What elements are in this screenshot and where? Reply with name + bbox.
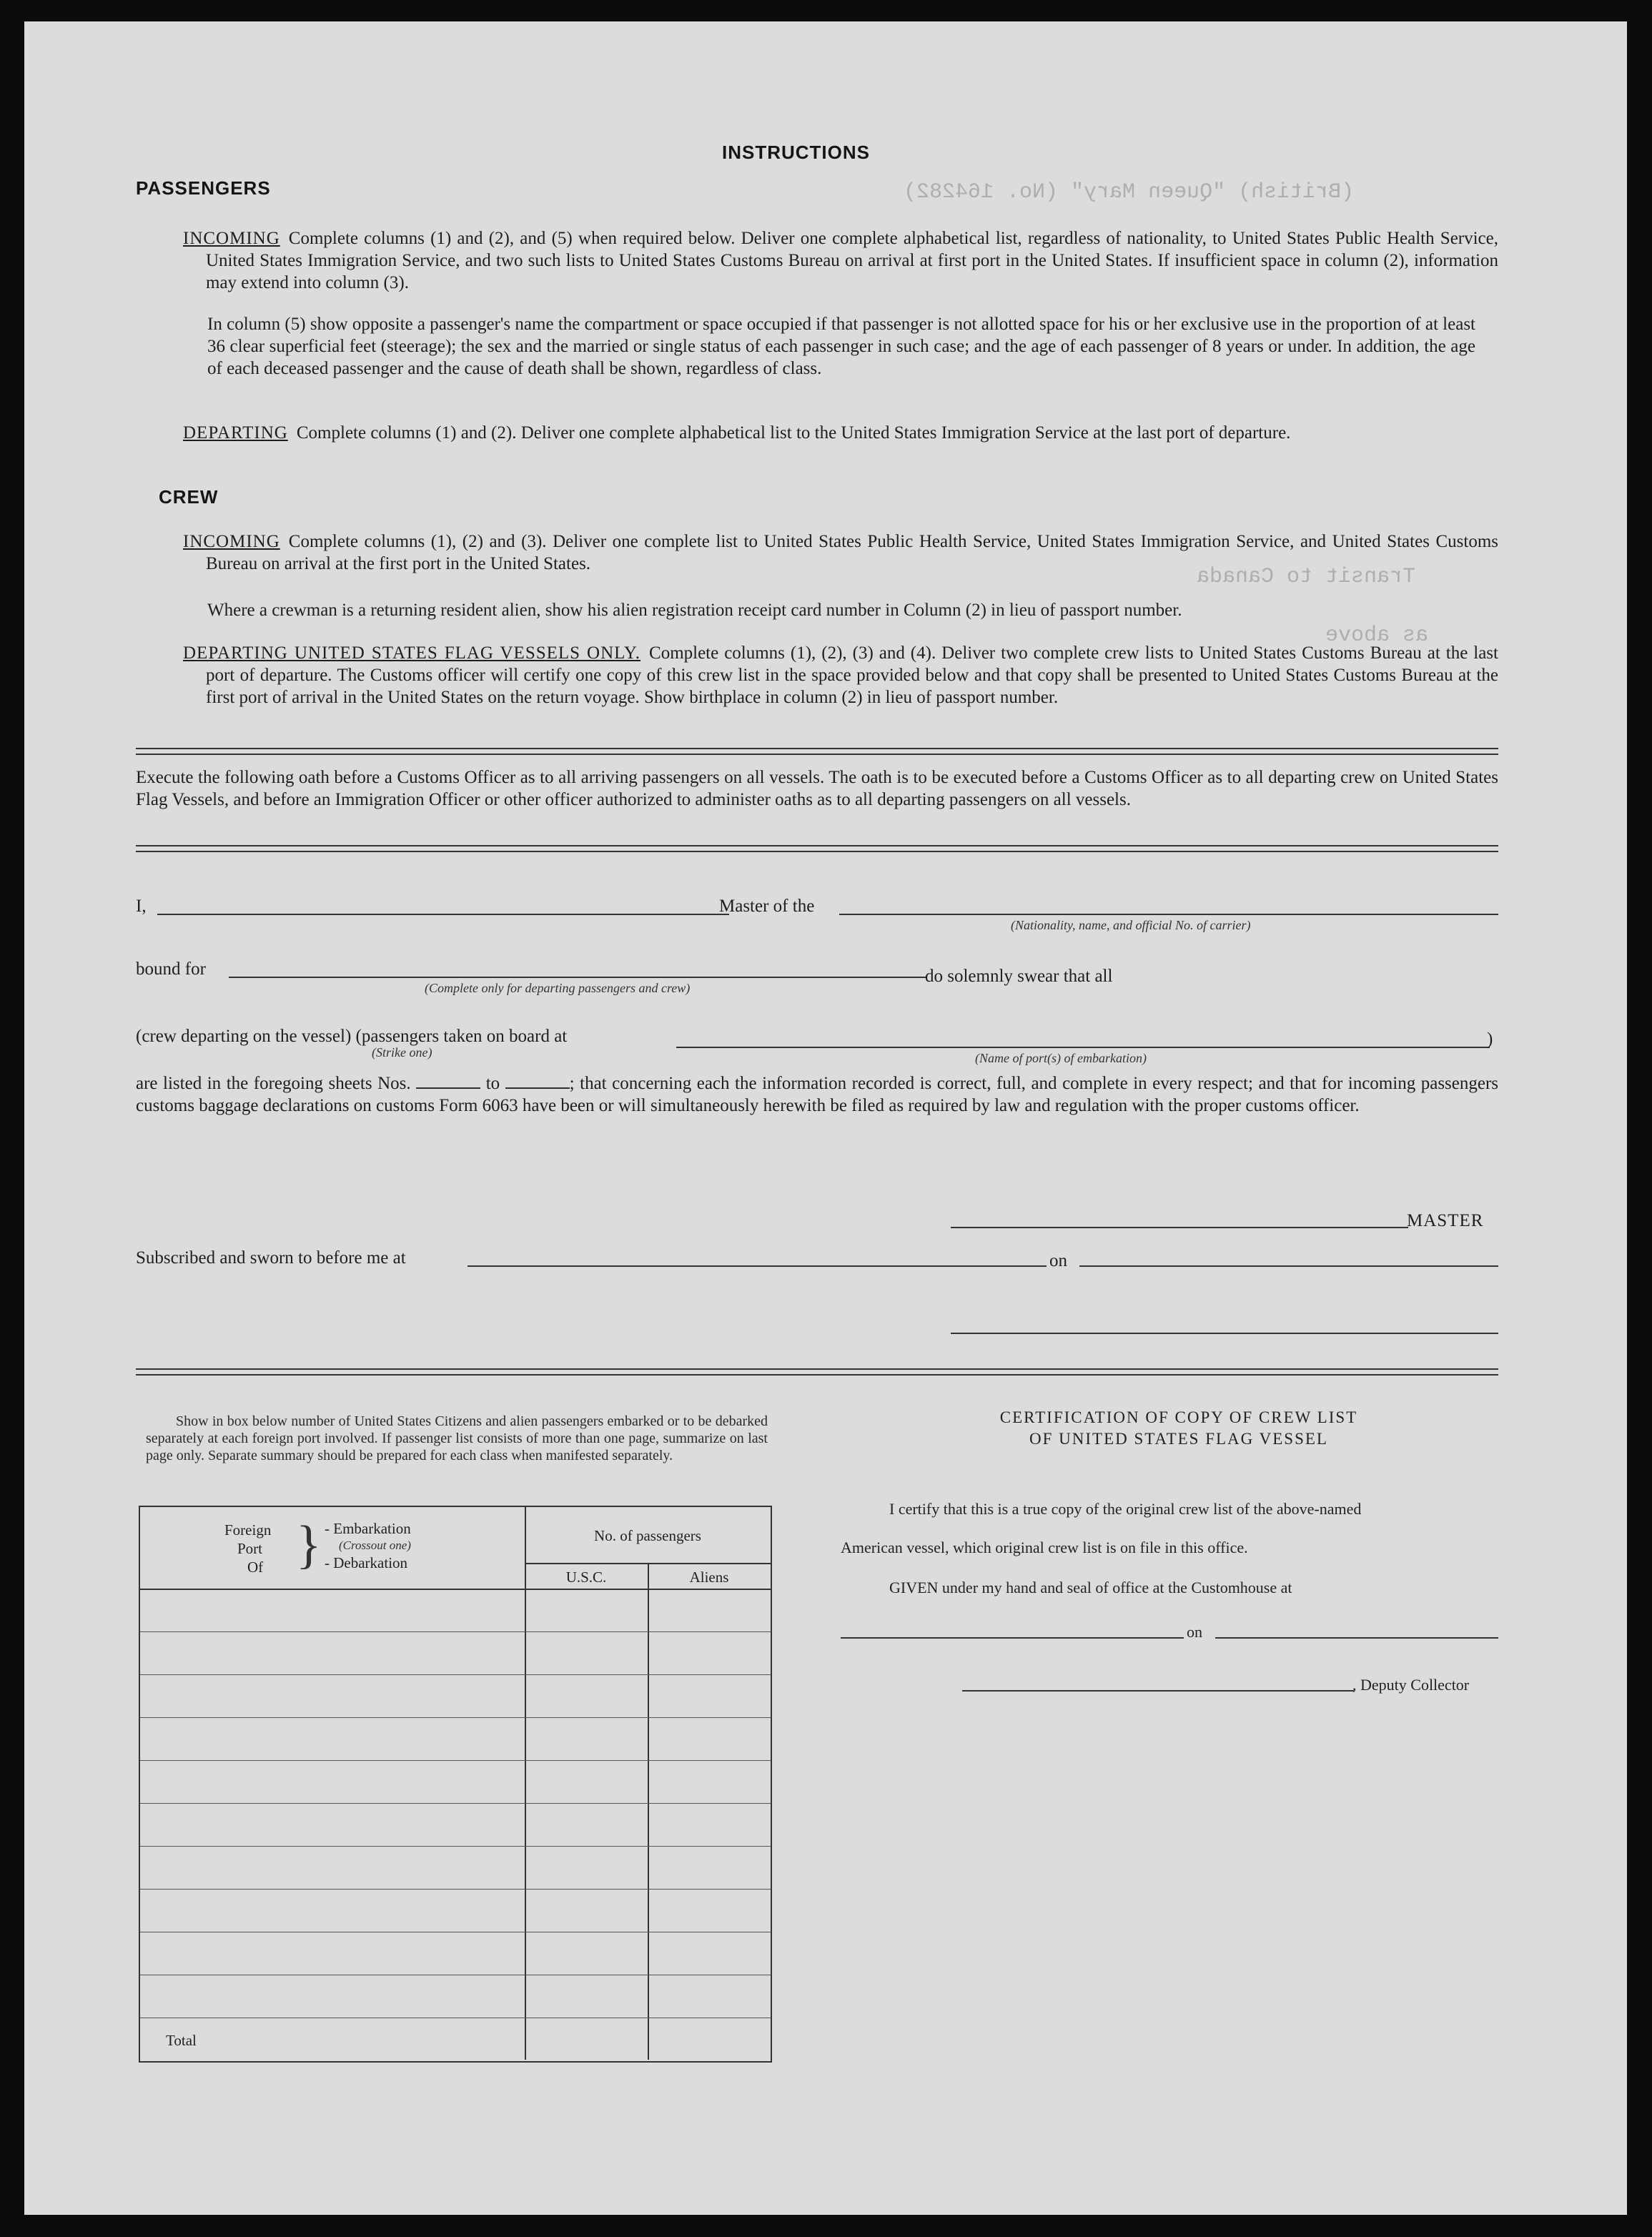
divider (136, 754, 1498, 755)
embarkation-port-field[interactable] (676, 1047, 1490, 1048)
passengers-heading: PASSENGERS (136, 177, 271, 199)
certify-line1: I certify that this is a true copy of the original crew list of the above-named (889, 1500, 1362, 1518)
brace-icon: } (296, 1516, 322, 1574)
bound-for-label: bound for (136, 959, 206, 979)
certification-title-line2: OF UNITED STATES FLAG VESSEL (1029, 1430, 1328, 1448)
given-text: GIVEN under my hand and seal of office at the Customhouse at (889, 1579, 1292, 1596)
passengers-departing-text: Complete columns (1) and (2). Deliver one complete alphabetical list to the United States Immigration Service at the last port of departure. (296, 423, 1291, 443)
certification-date-field[interactable] (1215, 1637, 1498, 1639)
total-label: Total (166, 2032, 197, 2049)
table-row[interactable] (140, 1846, 771, 1847)
swear-label: do solemnly swear that all (925, 967, 1113, 986)
certification-title-line1: CERTIFICATION OF COPY OF CREW LIST (999, 1408, 1358, 1426)
master-label: MASTER (1407, 1211, 1484, 1230)
divider (136, 748, 1498, 749)
col-foreign-label: Foreign (224, 1521, 272, 1539)
table-row[interactable] (140, 1803, 771, 1804)
crew-incoming-paragraph (183, 530, 1498, 575)
oath-execute-paragraph: Execute the following oath before a Customs Officer as to all arriving passengers on all vessels. The oath is to be executed before a Customs Officer as to all departing crew on United States Flag Vessels, and before an Immigration Officer or other officer authorized to administer oaths as to all departing passengers on all vessels. (136, 768, 1498, 809)
divider (136, 1374, 1498, 1376)
crew-crewman-paragraph: Where a crewman is a returning resident alien, show his alien registration receipt card number in Column (2) in lieu of passport number. (207, 601, 1182, 620)
passengers-incoming-paragraph (183, 227, 1498, 294)
table-row[interactable] (140, 1760, 771, 1761)
officer-signature-line[interactable] (951, 1333, 1498, 1334)
bound-for-hint: (Complete only for departing passengers and crew) (425, 981, 691, 995)
form-page (24, 21, 1627, 2215)
certify-line2: American vessel, which original crew list is on file in this office. (841, 1539, 1248, 1556)
crew-heading: CREW (159, 486, 219, 508)
sheet-to-field[interactable] (505, 1073, 570, 1089)
divider (136, 1368, 1498, 1370)
master-signature-line[interactable] (951, 1227, 1408, 1228)
divider (136, 851, 1498, 852)
passengers-departing-paragraph (183, 422, 1498, 444)
carrier-hint: (Nationality, name, and official No. of carrier) (1011, 918, 1251, 932)
table-row[interactable] (140, 1889, 771, 1890)
crew-departing-text: Complete columns (1), (2), (3) and (4). Deliver two complete crew lists to United States Customs Bureau at the last port of departure. The Customs officer will certify one copy of this crew list in the space provided below and that copy shall be presented to United States Customs Bureau at the first port of arrival in the United States on the return voyage. Show birthplace in column (2) in lieu of passport number. (206, 643, 1498, 707)
crew-departing-label: DEPARTING UNITED STATES FLAG VESSELS ONLY. (183, 643, 641, 663)
subscribed-place-field[interactable] (468, 1265, 1047, 1267)
passengers-incoming-label: INCOMING (183, 229, 280, 248)
declaration-text: ; that concerning each the information recorded is correct, full, and complete in every respect; and that for incoming passengers customs baggage declarations on customs Form 6063 have been or will simultaneously herewith be filed as required by law and regulation with the proper customs officer. (136, 1074, 1499, 1115)
passengers-incoming-text: Complete columns (1) and (2), and (5) when required below. Deliver one complete alphabetical list, regardless of nationality, to United States Public Health Service, United States Immigration Service, and two such lists to United States Customs Bureau on arrival at first port in the United States. If insufficient space in column (2), information may extend into column (3). (206, 229, 1498, 292)
sheet-from-field[interactable] (416, 1073, 480, 1089)
close-paren: ) (1487, 1029, 1493, 1049)
divider (136, 845, 1498, 846)
col-usc-label: U.S.C. (565, 1569, 607, 1586)
deputy-collector-label: , Deputy Collector (1352, 1676, 1470, 1694)
bleed-through-as-above: as above (1325, 623, 1429, 648)
table-subheader-line (525, 1563, 771, 1564)
declaration-paragraph (136, 1072, 1498, 1117)
customhouse-field[interactable] (841, 1637, 1184, 1639)
passengers-departing-label: DEPARTING (183, 423, 288, 443)
subscribed-on-label: on (1049, 1251, 1067, 1270)
port-hint: (Name of port(s) of embarkation) (975, 1051, 1147, 1065)
bleed-through-transit: Transit to Canada (1197, 565, 1416, 589)
certification-on-label: on (1187, 1623, 1202, 1641)
summary-instructions: Show in box below number of United States Citizens and alien passengers embarked or to be debarked separately at each foreign port involved. If passenger list consists of more than one page, summarize on last page only. Separate summary should be prepared for each class when manifested separately. (146, 1413, 768, 1463)
debarkation-label: - Debarkation (325, 1554, 408, 1571)
crew-departing-paragraph (183, 642, 1498, 708)
subscribed-label: Subscribed and sworn to before me at (136, 1248, 406, 1268)
col-of-label: Of (247, 1559, 264, 1576)
page-title: INSTRUCTIONS (722, 142, 870, 163)
col-passengers-label: No. of passengers (594, 1527, 701, 1544)
subscribed-date-field[interactable] (1079, 1265, 1498, 1267)
passengers-column5-paragraph: In column (5) show opposite a passenger's name the compartment or space occupied if that passenger is not allotted space for his or her exclusive use in the proportion of at least 36 clear superficial feet (steerage); the sex and the married or single status of each passenger in such case; and the age of each passenger of 8 years or under. In addition, the age of each deceased passenger and the cause of death shall be shown, regardless of class. (207, 315, 1475, 378)
to-label: to (485, 1074, 500, 1093)
master-name-field[interactable] (157, 914, 729, 915)
bound-for-field[interactable] (229, 977, 926, 978)
table-row[interactable] (140, 1674, 771, 1675)
listed-label: are listed in the foregoing sheets Nos. (136, 1074, 411, 1093)
passenger-summary-table (139, 1506, 772, 2063)
crossout-hint: (Crossout one) (339, 1539, 411, 1552)
bleed-through-vessel: (British) "Queen Mary" (No. 164282) (904, 180, 1355, 204)
crew-incoming-label: INCOMING (183, 532, 280, 551)
table-column-divider (648, 1563, 649, 2060)
deputy-signature-line[interactable] (962, 1690, 1354, 1692)
col-aliens-label: Aliens (689, 1569, 729, 1586)
col-port-label: Port (237, 1540, 263, 1557)
crew-departing-label: (crew departing on the vessel) (passengers taken on board at (136, 1027, 568, 1046)
carrier-field[interactable] (839, 914, 1498, 915)
table-row[interactable] (140, 1631, 771, 1632)
master-of-label: Master of the (719, 897, 815, 916)
oath-i-label: I, (136, 897, 147, 916)
crew-incoming-text: Complete columns (1), (2) and (3). Deliver one complete list to United States Public Health Service, United States Immigration Service, and United States Customs Bureau on arrival at the first port in the United States. (206, 532, 1498, 573)
table-header-line (140, 1589, 771, 1590)
embarkation-label: - Embarkation (325, 1520, 411, 1537)
table-row[interactable] (140, 1717, 771, 1718)
strike-hint: (Strike one) (372, 1045, 432, 1060)
